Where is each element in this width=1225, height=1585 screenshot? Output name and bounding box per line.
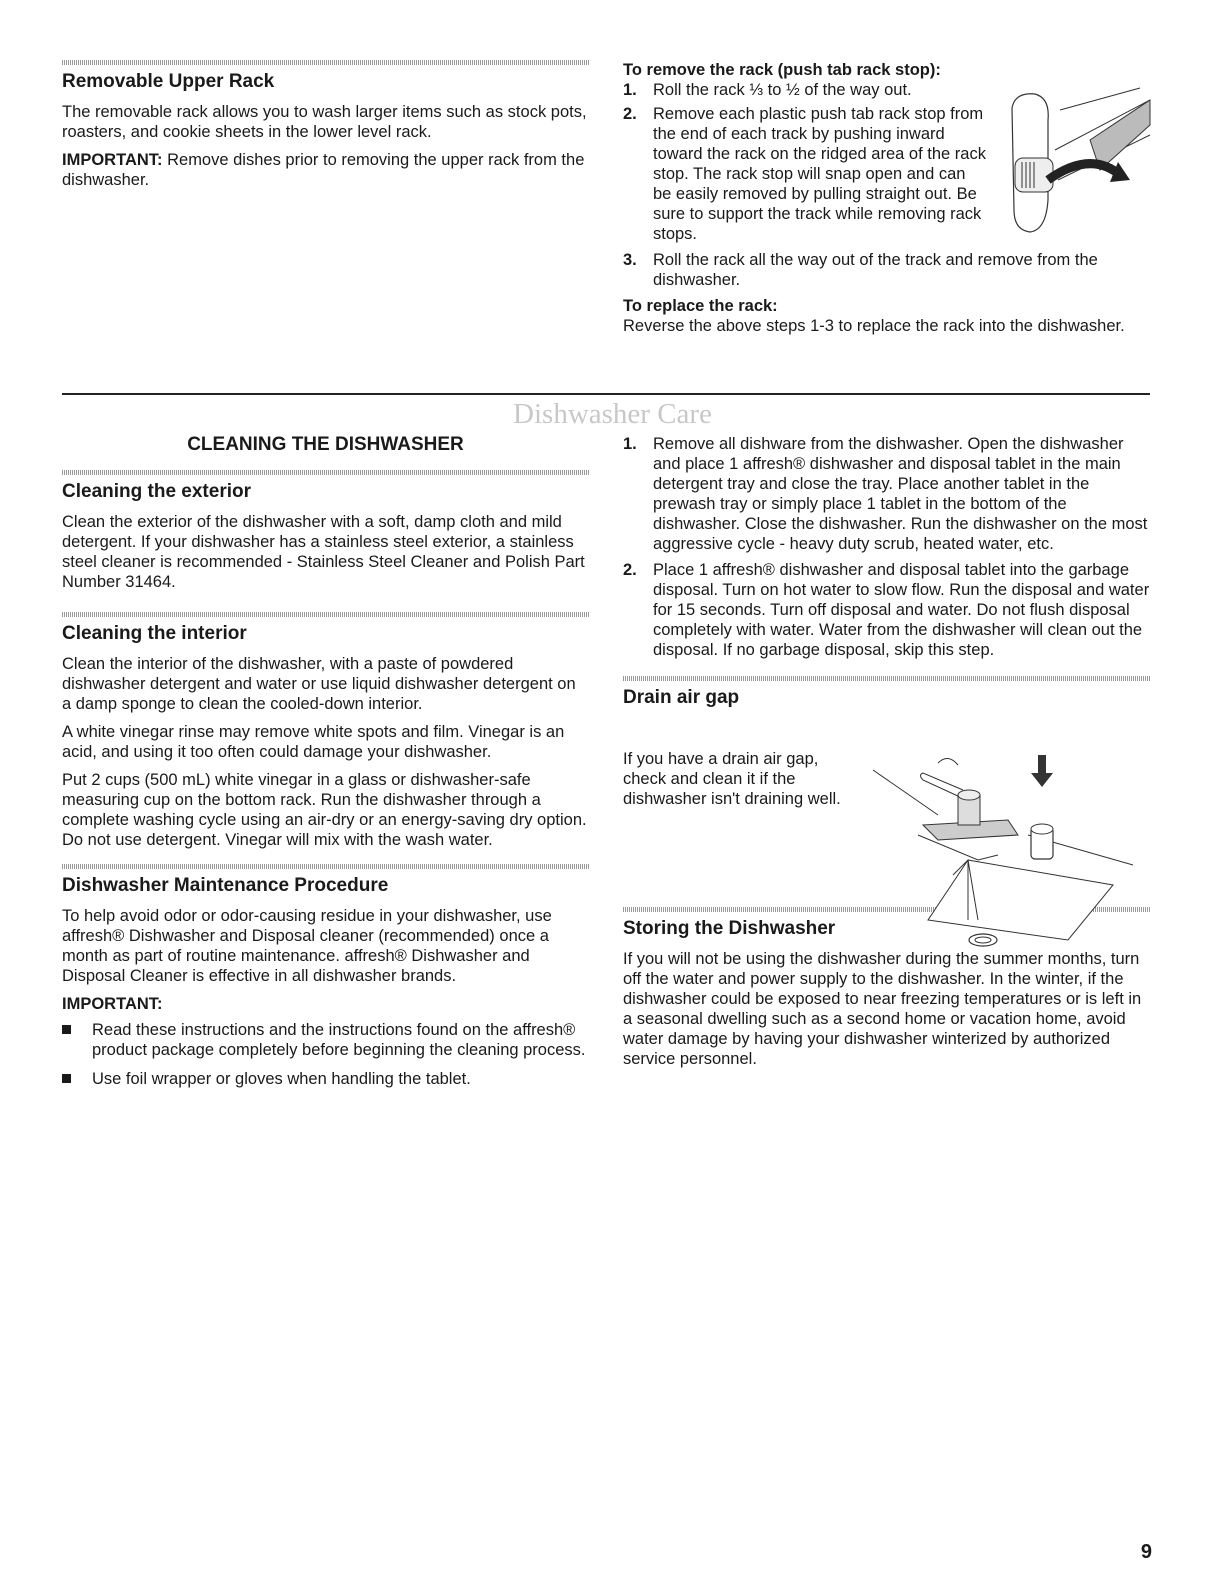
step-number: 2. <box>623 105 637 123</box>
step-number: 2. <box>623 561 637 579</box>
divider <box>623 676 1150 681</box>
replace-rack-heading: To replace the rack: <box>623 297 778 315</box>
storing-text: If you will not be using the dishwasher during the summer months, turn off the water and power supply to the dishwasher. In the winter, if the dishwasher could be exposed to near freezing temperatures or is left in a seasonal dwelling such as a second home or vacation home, avoid water damage by having your dishwasher winterized by authorized service personnel. <box>623 950 1142 1068</box>
upper-rack-section <box>62 60 589 198</box>
interior-paragraph-3: Put 2 cups (500 mL) white vinegar in a glass or dishwasher-safe measuring cup on the bottom rack. Run the dishwasher through a complete washing cycle using an air-dry or an energy-saving dry option. Do not use detergent. Vinegar will mix with the wash water. <box>62 771 587 849</box>
exterior-text: Clean the exterior of the dishwasher with a soft, damp cloth and mild detergent. If your dishwasher has a stainless steel exterior, a stainless steel cleaner is recommended - Stainless Steel Cleaner and Polish Part Number 31464. <box>62 513 585 591</box>
upper-rack-heading: Removable Upper Rack <box>62 71 275 92</box>
list-item <box>623 104 988 244</box>
interior-paragraph-2: A white vinegar rinse may remove white spots and film. Vinegar is an acid, and using it too often could damage your dishwasher. <box>62 723 565 761</box>
upper-rack-important <box>62 150 589 190</box>
rack-stop-illustration <box>1000 80 1160 240</box>
step-text: Roll the rack ⅓ to ½ of the way out. <box>653 81 912 99</box>
interior-heading: Cleaning the interior <box>62 623 247 644</box>
drain-heading: Drain air gap <box>623 687 740 708</box>
list-item <box>62 1020 589 1060</box>
list-item <box>623 434 1150 554</box>
bullet-icon <box>62 1025 71 1034</box>
page-number: 9 <box>1140 1541 1152 1563</box>
replace-rack-text: Reverse the above steps 1-3 to replace the rack into the dishwasher. <box>623 317 1125 335</box>
interior-paragraph-1: Clean the interior of the dishwasher, with a paste of powdered dishwasher detergent and water or use liquid dishwasher detergent on a damp sponge to clean the cooled-down interior. <box>62 655 576 713</box>
bullet-text: Use foil wrapper or gloves when handling the tablet. <box>92 1070 471 1088</box>
step-text: Remove all dishware from the dishwasher. Open the dishwasher and place 1 affresh® dishwasher and disposal tablet in the main detergent tray and close the tray. Place another tablet in the prewash tray or simply place 1 tablet in the bottom of the dishwasher. Close the dishwasher. Run the dishwasher on the most aggressive cycle - heavy duty scrub, heated water, etc. <box>653 435 1148 553</box>
maintenance-heading: Dishwasher Maintenance Procedure <box>62 875 389 896</box>
bullet-text: Read these instructions and the instructions found on the affresh® product package completely before beginning the cleaning process. <box>92 1021 586 1059</box>
important-label: IMPORTANT: <box>62 151 163 169</box>
cleaning-section <box>62 434 589 1098</box>
list-item <box>62 1069 589 1089</box>
step-number: 3. <box>623 251 637 269</box>
maintenance-bullets <box>62 1020 589 1089</box>
divider <box>62 470 589 475</box>
important-text: Remove dishes prior to removing the upper rack from the dishwasher. <box>62 151 585 189</box>
maintenance-important-label: IMPORTANT: <box>62 995 163 1013</box>
cleaning-title: CLEANING THE DISHWASHER <box>187 434 464 455</box>
divider <box>62 612 589 617</box>
section-title: Dishwasher Care <box>513 398 712 430</box>
step-number: 1. <box>623 435 637 453</box>
list-item <box>623 250 1150 290</box>
list-item <box>623 560 1150 660</box>
divider <box>62 864 589 869</box>
step-text: Place 1 affresh® dishwasher and disposal tablet into the garbage disposal. Turn on hot water to slow flow. Run the disposal and water for 15 seconds. Turn off disposal and water. Do not flush disposal completely with water. Water from the dishwasher will clean out the disposal. If no garbage disposal, skip this step. <box>653 561 1150 659</box>
storing-heading: Storing the Dishwasher <box>623 918 836 939</box>
step-text: Remove each plastic push tab rack stop from the end of each track by pushing inward toward the rack on the ridged area of the rack stop. The rack stop will snap open and can be easily removed by pulling straight out. Be sure to support the track while removing rack stops. <box>653 105 986 243</box>
maintenance-text: To help avoid odor or odor-causing residue in your dishwasher, use affresh® Dishwasher and Disposal cleaner (recommended) once a month as part of routine maintenance. affresh® Dishwasher and Disposal Cleaner is effective in all dishwasher brands. <box>62 907 552 985</box>
drain-text: If you have a drain air gap, check and clean it if the dishwasher isn't draining well. <box>623 750 841 808</box>
remove-rack-heading: To remove the rack (push tab rack stop): <box>623 61 941 79</box>
procedure-steps <box>623 434 1150 660</box>
exterior-heading: Cleaning the exterior <box>62 481 251 502</box>
bullet-icon <box>62 1074 71 1083</box>
step-number: 1. <box>623 81 637 99</box>
section-divider <box>62 393 1150 395</box>
divider <box>62 60 589 65</box>
drain-air-gap-illustration <box>868 745 1138 955</box>
upper-rack-paragraph: The removable rack allows you to wash larger items such as stock pots, roasters, and cookie sheets in the lower level rack. <box>62 103 587 141</box>
step-text: Roll the rack all the way out of the track and remove from the dishwasher. <box>653 251 1098 289</box>
